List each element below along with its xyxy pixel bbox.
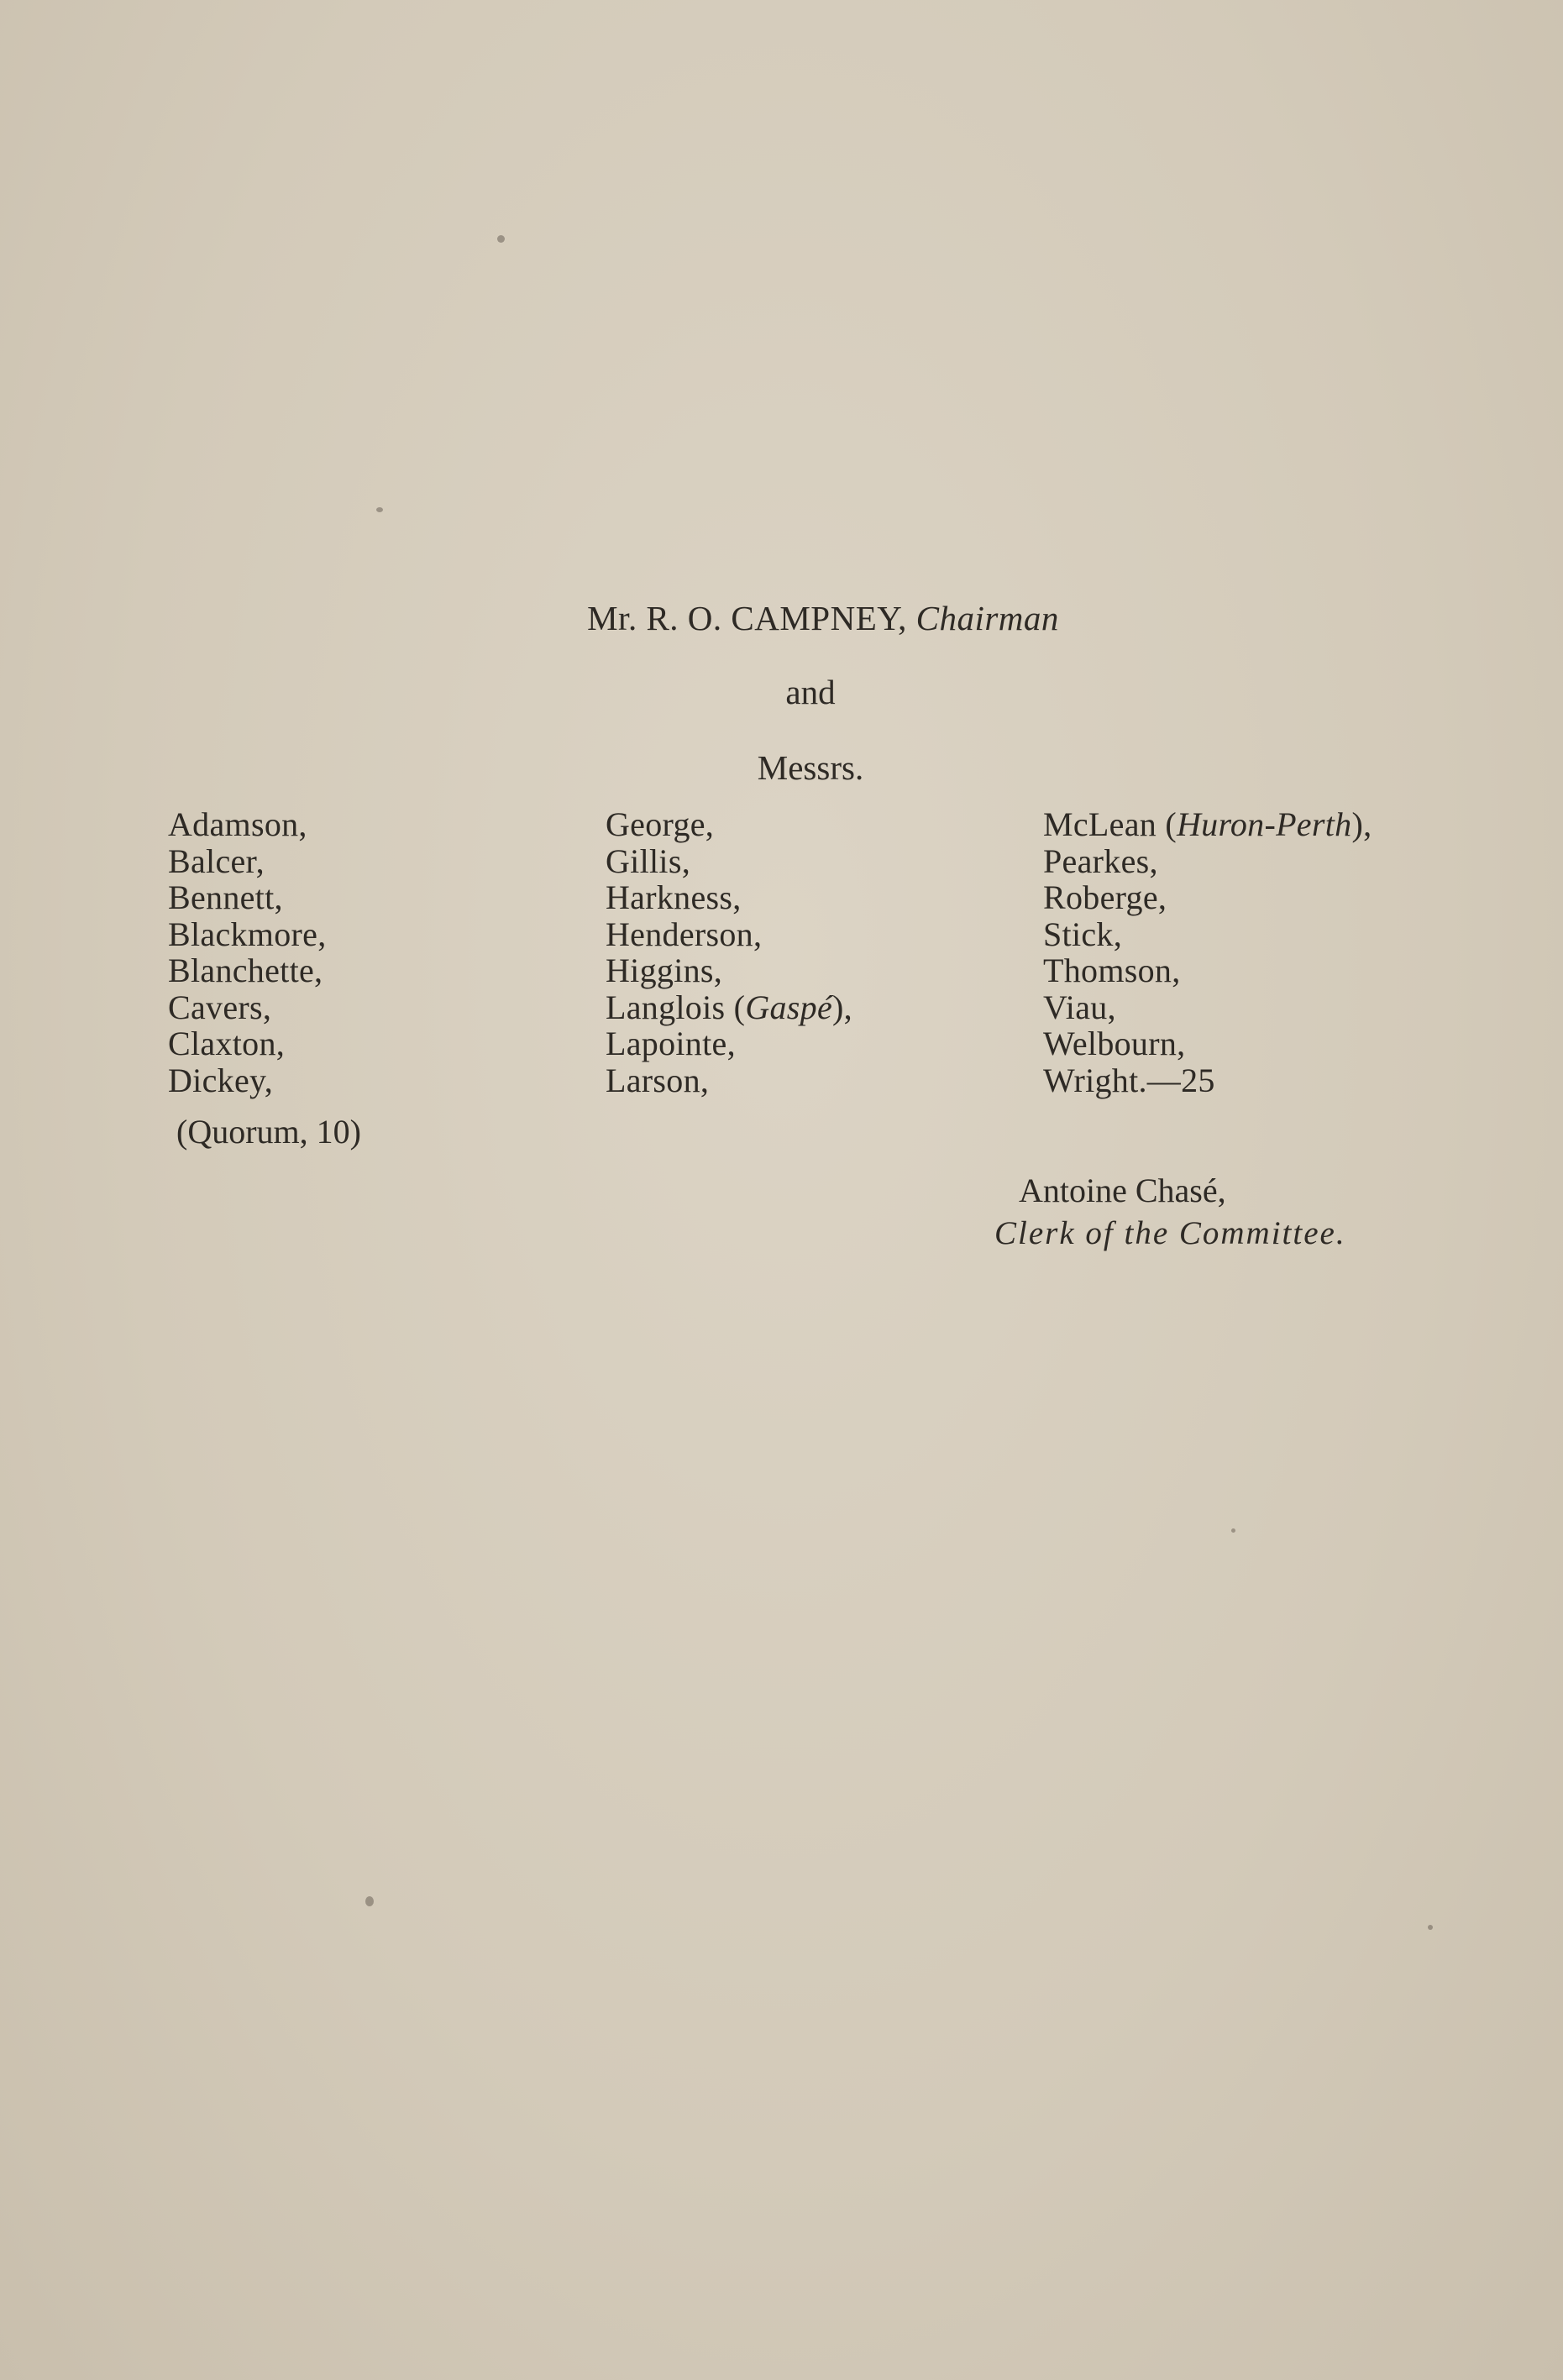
messrs-heading: Messrs.: [757, 748, 864, 787]
member-name: Blackmore,: [168, 915, 327, 953]
member-name: Gillis,: [606, 841, 691, 880]
member-name: Viau,: [1043, 988, 1116, 1026]
member-name: Welbourn,: [1043, 1025, 1186, 1062]
member-name: Pearkes,: [1043, 841, 1158, 880]
member-name: Roberge,: [1043, 878, 1167, 916]
member-riding: Gaspé: [745, 988, 833, 1026]
member-name: Blanchette,: [168, 951, 323, 989]
chairman-line: [0, 598, 1563, 638]
member-name: McLean (Huron-Perth),: [1043, 805, 1372, 843]
member-name: Adamson,: [168, 805, 307, 843]
member-name: Balcer,: [168, 841, 265, 880]
member-name: Lapointe,: [606, 1025, 736, 1062]
member-name: Wright.—25: [1043, 1061, 1215, 1099]
member-name: George,: [606, 805, 715, 843]
paper-speck: [1428, 1925, 1433, 1930]
clerk-title: Clerk of the Committee.: [994, 1215, 1346, 1251]
member-riding: Huron-Perth: [1176, 805, 1352, 843]
member-name: Stick,: [1043, 915, 1123, 953]
paper-speck: [365, 1896, 374, 1906]
paper-speck: [497, 235, 505, 243]
member-name: Harkness,: [606, 878, 742, 916]
paper-speck: [1231, 1528, 1235, 1533]
members-column-1: [168, 806, 327, 1098]
member-name: Bennett,: [168, 878, 283, 916]
paper-speck: [376, 507, 383, 512]
member-name: Henderson,: [606, 915, 763, 953]
show-through-decoration: [0, 118, 1563, 210]
conjunction-and: and: [785, 673, 836, 711]
member-name: Higgins,: [606, 951, 723, 989]
clerk-name: Antoine Chasé,: [1019, 1172, 1226, 1209]
member-name: Claxton,: [168, 1025, 286, 1062]
member-name: Cavers,: [168, 988, 272, 1026]
chairman-title: Chairman: [915, 599, 1059, 637]
members-column-3: [1043, 806, 1372, 1098]
member-name: Langlois (Gaspé),: [606, 988, 852, 1026]
member-name: Larson,: [606, 1061, 710, 1099]
quorum-note: (Quorum, 10): [176, 1113, 361, 1151]
member-name: Dickey,: [168, 1061, 274, 1099]
member-name: Thomson,: [1043, 951, 1181, 989]
chairman-name: Mr. R. O. CAMPNEY,: [587, 599, 907, 637]
members-column-2: [606, 806, 852, 1098]
